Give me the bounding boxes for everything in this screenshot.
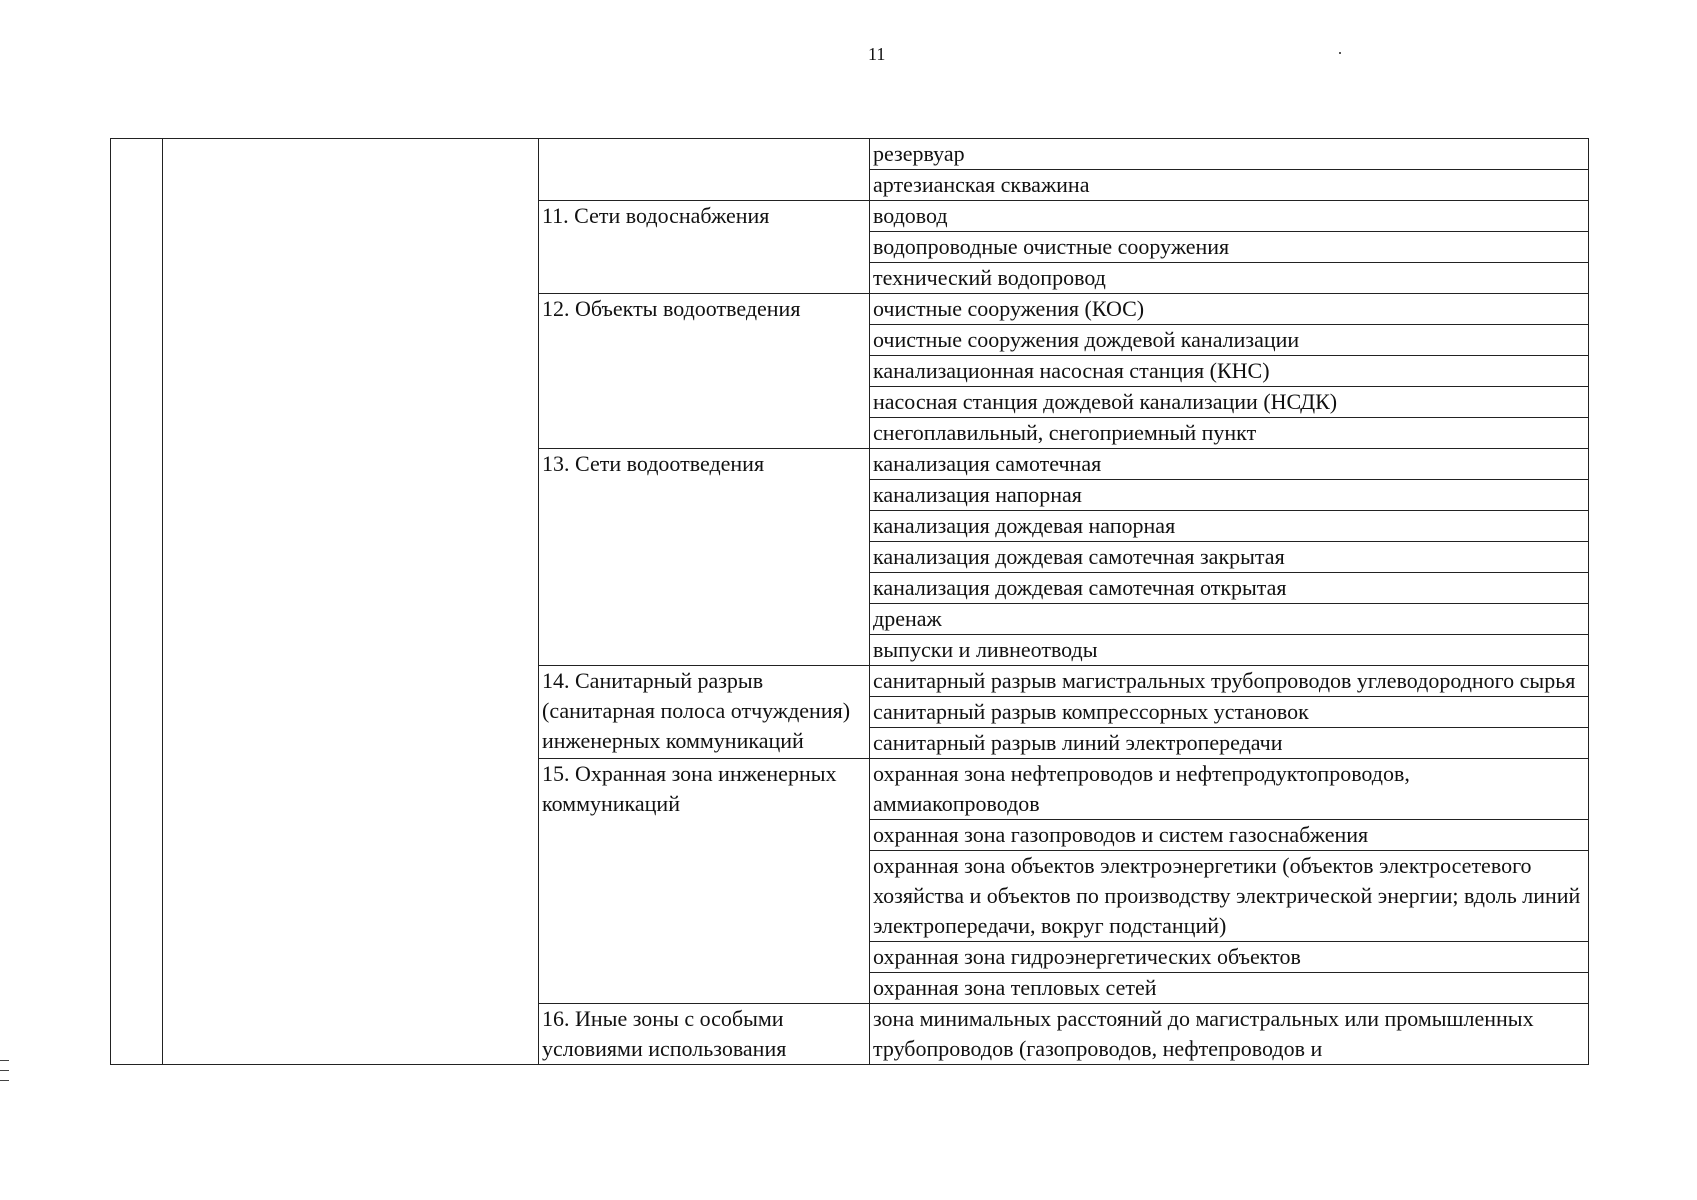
table-cell-item: водовод	[870, 201, 1589, 232]
blank-column-2	[163, 139, 539, 1065]
table-cell-item: санитарный разрыв компрессорных установок	[870, 697, 1589, 728]
blank-column-1	[111, 139, 163, 1065]
group-label: 11. Сети водоснабжения	[539, 201, 870, 294]
table-cell-item: канализация самотечная	[870, 449, 1589, 480]
table-cell-item: зона минимальных расстояний до магистральных или промышленных трубопроводов (газопроводов, нефтепроводов и	[870, 1004, 1589, 1065]
table-cell-item: канализация дождевая самотечная закрытая	[870, 542, 1589, 573]
scan-artifact	[1339, 52, 1341, 54]
table-cell-item: канализационная насосная станция (КНС)	[870, 356, 1589, 387]
page-number: 11	[868, 44, 886, 64]
group-label: 15. Охранная зона инженерных коммуникаций	[539, 759, 870, 1004]
group-label	[539, 139, 870, 201]
table-cell-item: канализация дождевая самотечная открытая	[870, 573, 1589, 604]
table-cell-item: очистные сооружения дождевой канализации	[870, 325, 1589, 356]
table-cell-item: технический водопровод	[870, 263, 1589, 294]
table-cell-item: канализация дождевая напорная	[870, 511, 1589, 542]
group-label: 14. Санитарный разрыв (санитарная полоса отчуждения) инженерных коммуникаций	[539, 666, 870, 759]
table-cell-item: резервуар	[870, 139, 1589, 170]
table-cell-item: охранная зона объектов электроэнергетики (объектов электросетевого хозяйства и объектов по производству электрической энергии; вдоль линий электропередачи, вокруг подстанций)	[870, 851, 1589, 942]
table-cell-item: дренаж	[870, 604, 1589, 635]
table-cell-item: выпуски и ливнеотводы	[870, 635, 1589, 666]
table-cell-item: артезианская скважина	[870, 170, 1589, 201]
table-row	[111, 139, 1589, 170]
table-cell-item: санитарный разрыв магистральных трубопроводов углеводородного сырья	[870, 666, 1589, 697]
table-cell-item: насосная станция дождевой канализации (НСДК)	[870, 387, 1589, 418]
table-cell-item: охранная зона нефтепроводов и нефтепродуктопроводов, аммиакопроводов	[870, 759, 1589, 820]
table-cell-item: охранная зона гидроэнергетических объектов	[870, 942, 1589, 973]
table-cell-item: охранная зона газопроводов и систем газоснабжения	[870, 820, 1589, 851]
table-cell-item: санитарный разрыв линий электропередачи	[870, 728, 1589, 759]
table-cell-item: снегоплавильный, снегоприемный пункт	[870, 418, 1589, 449]
table-cell-item: канализация напорная	[870, 480, 1589, 511]
margin-marks	[0, 1060, 10, 1090]
group-label: 16. Иные зоны с особыми условиями использования	[539, 1004, 870, 1065]
group-label: 13. Сети водоотведения	[539, 449, 870, 666]
table-cell-item: охранная зона тепловых сетей	[870, 973, 1589, 1004]
group-label: 12. Объекты водоотведения	[539, 294, 870, 449]
table-cell-item: водопроводные очистные сооружения	[870, 232, 1589, 263]
zones-table	[110, 138, 1589, 1065]
table-cell-item: очистные сооружения (КОС)	[870, 294, 1589, 325]
